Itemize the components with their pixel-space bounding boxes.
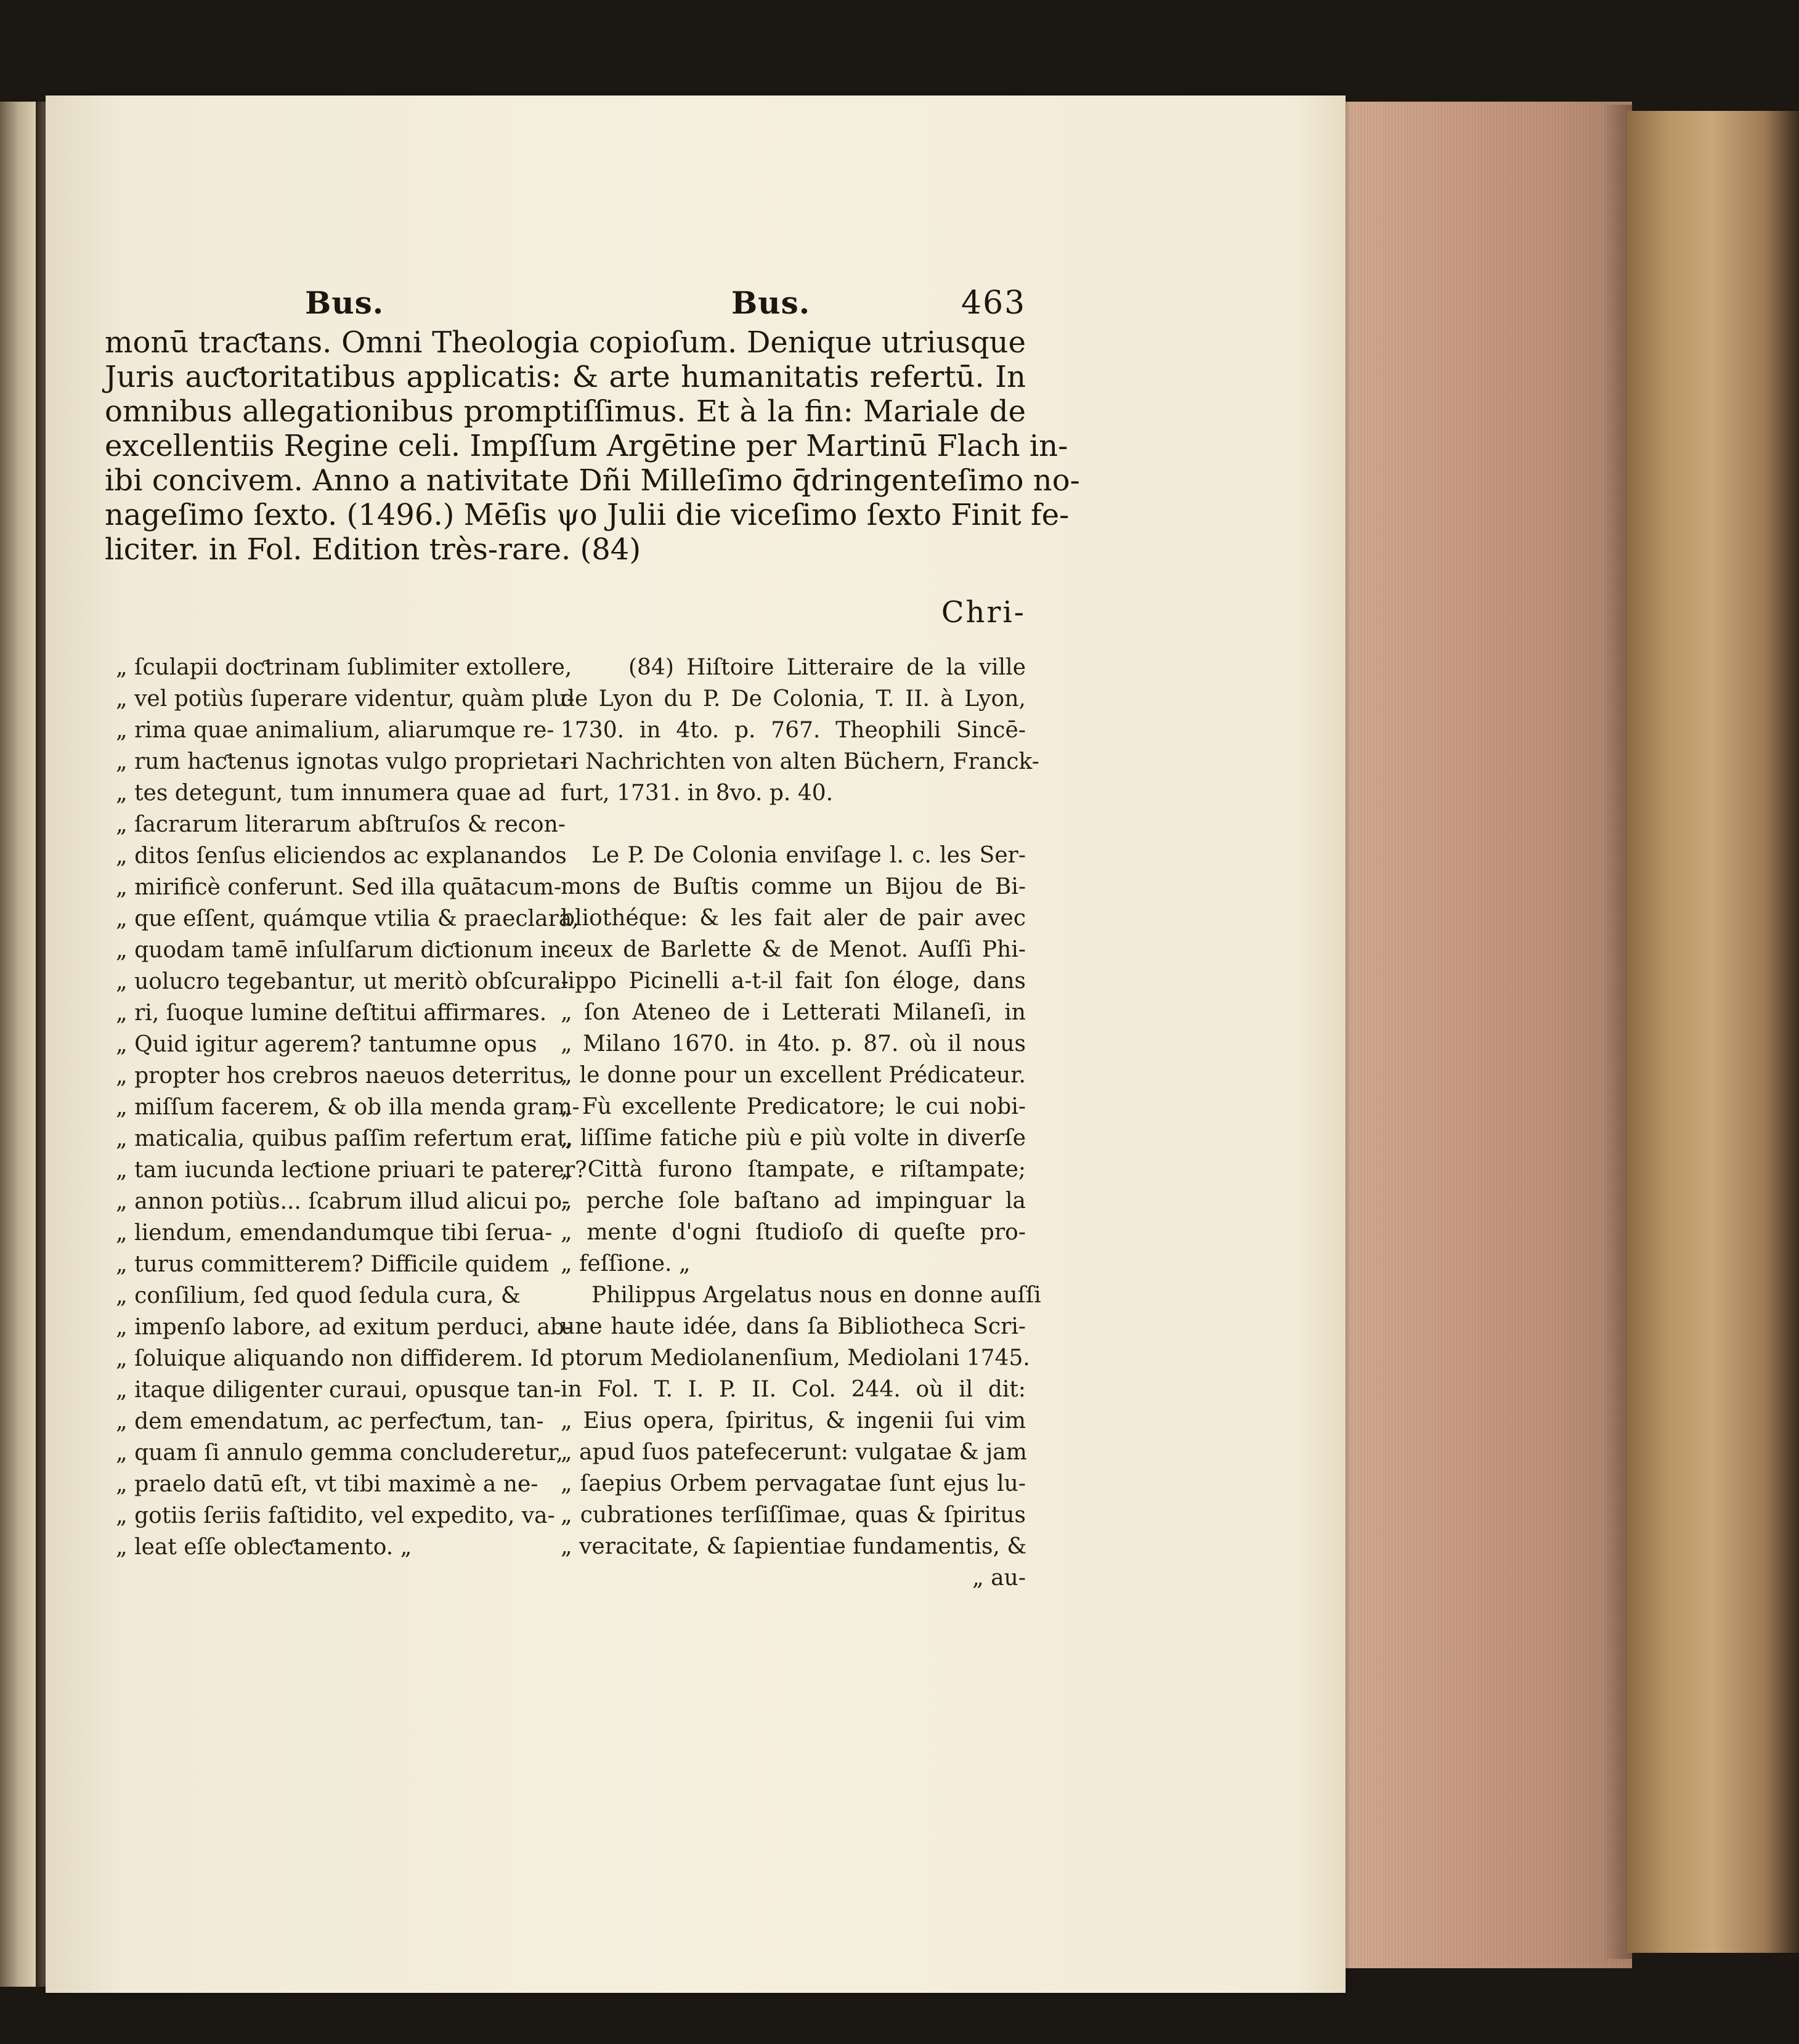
quote-line: „ ſoluique aliquando non diffiderem. Id (116, 1346, 554, 1371)
footnote-line: mons de Buſtis comme un Bijou de Bi- (561, 874, 1026, 899)
quote-line: „ tes detegunt, tum innumera quae ad (116, 781, 546, 806)
footnote-ref-line: (84) Hiſtoire Litteraire de la ville (628, 655, 1026, 680)
quote-line: „ praelo datū eſt, vt tibi maximè a ne- (116, 1472, 538, 1497)
running-head-left: Bus. (305, 285, 384, 321)
footnote-line: „ ſon Ateneo de i Letterati Milaneſi, in (561, 1000, 1026, 1025)
quote-line: „ gotiis ſeriis faſtidito, vel expedito, va- (116, 1503, 555, 1528)
footnote-ref-line: 1730. in 4to. p. 767. Theophili Sincē- (561, 718, 1026, 743)
main-text-line: nageſimo ſexto. (1496.) Mēſis ψo Julii die viceſimo ſexto Finit fe- (105, 498, 1070, 532)
leather-cover-edge (1626, 111, 1799, 1953)
footnote-line: Philippus Argelatus nous en donne auſſi (591, 1283, 1041, 1308)
quote-line: „ que eſſent, quámque vtilia & praeclara, (116, 906, 579, 931)
previous-page-edge (0, 102, 38, 1987)
quote-line: „ quodam tamē inſulſarum diƈtionum in- (116, 938, 569, 963)
footnote-line: ceux de Barlette & de Menot. Auſſi Phi- (561, 937, 1026, 962)
page-number: 463 (961, 285, 1026, 322)
quote-line: „ rima quae animalium, aliarumque re- (116, 718, 554, 743)
footnote-line: „ perche ſole baſtano ad impinguar la (561, 1188, 1026, 1214)
main-text-line: liciter. in Fol. Edition très-rare. (84) (105, 532, 641, 567)
quote-line: „ annon potiùs... ſcabrum illud alicui po- (116, 1189, 570, 1214)
footnote-column (561, 652, 1041, 1594)
quote-line: „ dem emendatum, ac perfeƈtum, tan- (116, 1409, 544, 1434)
footnote-catchword: „ au- (972, 1565, 1026, 1591)
footnote-line: ptorum Mediolanenſium, Mediolani 1745. (561, 1345, 1030, 1371)
footnote-line: „ feſſione. „ (561, 1251, 691, 1276)
footnote-ref-line: ri Nachrichten von alten Büchern, Franck- (561, 749, 1039, 774)
quote-line: „ itaque diligenter curaui, opusque tan- (116, 1377, 561, 1403)
quote-line: „ propter hos crebros naeuos deterritus (116, 1063, 564, 1089)
quote-line: „ vel potiùs ſuperare videntur, quàm plu- (116, 686, 575, 712)
footnote-ref-line: furt, 1731. in 8vo. p. 40. (561, 781, 834, 806)
quote-line: „ ri, ſuoque lumine deſtitui affirmares. (116, 1000, 547, 1026)
footnote-line: „ Città furono ſtampate, e riſtampate; (561, 1157, 1026, 1182)
footnote-line: „ Milano 1670. in 4to. p. 87. où il nous (561, 1031, 1026, 1056)
main-text-line: Juris auƈtoritatibus applicatis: & arte humanitatis refertū. In (105, 360, 1026, 394)
quote-line: „ tam iucunda leƈtione priuari te paterer? (116, 1158, 587, 1183)
quote-line: „ quam ſi annulo gemma concluderetur, (116, 1440, 563, 1466)
footnote-line: lippo Picinelli a-t-il fait ſon éloge, dans (561, 968, 1026, 994)
main-text-line: omnibus allegationibus promptiſſimus. Et à la fin: Mariale de (105, 394, 1026, 429)
main-text-line: excellentiis Regine celi. Impſſum Argētine per Martinū Flach in- (105, 429, 1068, 463)
footnote-line: „ le donne pour un excellent Prédicateur. (561, 1063, 1026, 1088)
footnote-line: „ liſſime fatiche più e più volte in diverſe (561, 1125, 1026, 1151)
footnote-line: in Fol. T. I. P. II. Col. 244. où il dit: (561, 1377, 1026, 1402)
quote-line: „ impenſo labore, ad exitum perduci, ab- (116, 1315, 572, 1340)
quote-line: „ ſculapii doƈtrinam ſublimiter extollere, (116, 655, 572, 680)
footnote-ref-line: de Lyon du P. De Colonia, T. II. à Lyon, (561, 686, 1026, 712)
quote-line: „ mirificè conferunt. Sed illa quātacum- (116, 875, 562, 900)
running-head-center: Bus. (731, 285, 811, 321)
paragraph-gap (561, 809, 1026, 840)
quote-line: „ liendum, emendandumque tibi ſerua- (116, 1220, 553, 1246)
footnote-line: „ cubrationes terſiſſimae, quas & ſpiritus (561, 1503, 1026, 1528)
quote-line: „ ſacrarum literarum abſtruſos & recon- (116, 812, 566, 837)
main-text-line: monū traƈtans. Omni Theologia copioſum. Denique utriusque (105, 325, 1026, 360)
quote-line: „ miſſum facerem, & ob illa menda gram- (116, 1095, 580, 1120)
quote-line: „ Quid igitur agerem? tantumne opus (116, 1032, 537, 1057)
footnote-line: „ Fù excellente Predicatore; le cui nobi- (561, 1094, 1026, 1119)
quote-line: „ ditos ſenſus eliciendos ac explanandos (116, 843, 567, 869)
footnote-line: „ ſaepius Orbem pervagatae ſunt ejus lu- (561, 1471, 1026, 1496)
footnote-line: „ apud ſuos patefecerunt: vulgatae & jam (561, 1440, 1027, 1465)
page-block-edges (1346, 102, 1632, 1968)
quote-line: „ rum haƈtenus ignotas vulgo proprieta- (116, 749, 567, 774)
quote-line: „ turus committerem? Difficile quidem (116, 1252, 549, 1277)
main-text-line: ibi concivem. Anno a nativitate Dñi Milleſimo q̄dringenteſimo no- (105, 463, 1080, 498)
quote-line: „ leat eſſe obleƈtamento. „ (116, 1535, 412, 1560)
footnote-line: „ veracitate, & ſapientiae fundamentis, & (561, 1534, 1027, 1559)
quoted-column (116, 652, 587, 1563)
footnote-line: bliothéque: & les fait aler de pair avec (561, 906, 1026, 931)
footnote-line: „ mente d'ogni ſtudioſo di queſte pro- (561, 1220, 1026, 1245)
footnote-line: „ Eius opera, ſpiritus, & ingenii ſui vim (561, 1408, 1026, 1434)
footnote-line: Le P. De Colonia enviſage l. c. les Ser- (591, 843, 1026, 868)
quote-line: „ conſilium, ſed quod ſedula cura, & (116, 1283, 521, 1308)
quote-line: „ maticalia, quibus paſſim refertum erat, (116, 1126, 574, 1151)
footnote-line: une haute idée, dans ſa Bibliotheca Scri- (561, 1314, 1026, 1339)
catchword: Chri- (941, 595, 1026, 630)
quote-line: „ uolucro tegebantur, ut meritò obſcura- (116, 969, 569, 994)
